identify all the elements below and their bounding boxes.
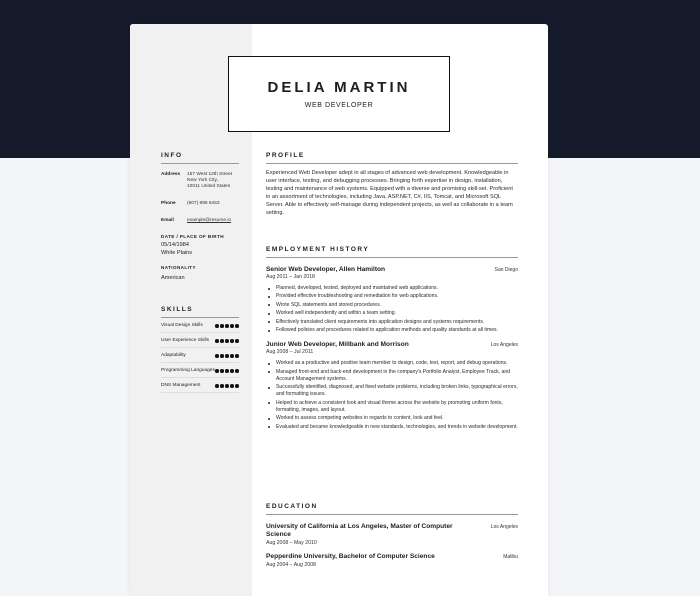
job-bullets bbox=[266, 285, 518, 334]
skill-name: Visual Design Skills bbox=[161, 323, 203, 328]
job-bullet: Wrote SQL statements and stored procedures. bbox=[266, 302, 518, 309]
job-location: San Diego bbox=[494, 267, 518, 273]
address-value bbox=[187, 172, 232, 190]
skill-level-dots bbox=[215, 354, 239, 358]
job-bullet: Planned, developed, tested, deployed and maintained web applications. bbox=[266, 285, 518, 292]
job-bullet: Provided effective troubleshooting and remediation for web applications. bbox=[266, 293, 518, 300]
skill-divider bbox=[161, 392, 239, 393]
job-bullet: Successfully identified, diagnosed, and fixed website problems, including broken links, typographical errors, and formatting issues. bbox=[266, 384, 518, 398]
skills-title: SKILLS bbox=[161, 306, 239, 318]
degree-title: Pepperdine University, Bachelor of Computer Science bbox=[266, 553, 435, 560]
job-dates: Aug 2011 – Jan 2018 bbox=[266, 274, 315, 280]
profile-text: Experienced Web Developer adept in all stages of advanced web development. Knowledgeable in user interface, testing, and debugging processes. Bringing forth expertise in design, installation, testing and maintenance of web systems. Equipped with a diverse and promising skill-set. Proficient in an assortment of technologies, including Java, ASP.NET, C#, IIS, Tomcat, and Microsoft SQL Server. Able to effectively self-manage during independent projects, as well as collaborate in a team setting. bbox=[266, 170, 513, 216]
skill-level-dots bbox=[215, 339, 239, 343]
degree-title: University of California at Los Angeles, Master of Computer Science bbox=[266, 523, 453, 538]
skill-level-dots bbox=[215, 324, 239, 328]
address-line: 157 West 12th Street bbox=[187, 172, 232, 177]
job-bullets bbox=[266, 360, 518, 431]
education-section bbox=[266, 503, 518, 568]
job-title: Senior Web Developer, Allen Hamilton bbox=[266, 266, 386, 273]
candidate-role: WEB DEVELOPER bbox=[304, 102, 374, 109]
skill-level-dots bbox=[215, 384, 239, 388]
skill-level-dots bbox=[215, 369, 239, 373]
profile-title: PROFILE bbox=[266, 152, 518, 164]
job-bullet: Managed front-end and back-end development in the company's Portfolio Analyst, Employee Track, and Account Management systems. bbox=[266, 369, 518, 383]
profile-section bbox=[266, 152, 518, 217]
job-dates: Aug 2008 – Jul 2011 bbox=[266, 349, 314, 356]
email-label: Email bbox=[161, 218, 174, 223]
info-section bbox=[161, 152, 251, 282]
degree-dates: Aug 2004 – Aug 2008 bbox=[266, 562, 316, 568]
skill-row bbox=[161, 368, 239, 374]
dob-label: DATE / PLACE OF BIRTH bbox=[161, 234, 224, 239]
date-of-birth: 05/14/1984 bbox=[161, 242, 189, 248]
degree-location: Los Angeles bbox=[490, 524, 518, 530]
phone-label: Phone bbox=[161, 201, 176, 206]
education-entry bbox=[266, 553, 518, 568]
job-entry bbox=[266, 341, 518, 431]
job-bullet: Followed policies and procedures related to application methods and quality standards at all times. bbox=[266, 327, 518, 334]
skill-name: Adaptability bbox=[161, 353, 186, 358]
skill-row bbox=[161, 338, 239, 344]
info-title: INFO bbox=[161, 152, 239, 164]
education-title: EDUCATION bbox=[266, 503, 518, 515]
skill-name: User Experience Skills bbox=[161, 338, 209, 343]
skill-divider bbox=[161, 332, 239, 333]
skill-name: Programming Languages bbox=[161, 368, 215, 373]
skill-divider bbox=[161, 347, 239, 348]
nationality-value: American bbox=[161, 275, 185, 281]
skill-divider bbox=[161, 362, 239, 363]
degree-location: Malibu bbox=[503, 554, 518, 560]
address-label: Address bbox=[161, 172, 181, 177]
skill-divider bbox=[161, 377, 239, 378]
nationality-label: NATIONALITY bbox=[161, 265, 196, 270]
email-link[interactable]: example@resume.io bbox=[187, 218, 232, 223]
resume-page bbox=[130, 24, 548, 596]
address-row bbox=[161, 172, 251, 190]
skill-name: DNS Management bbox=[161, 383, 201, 388]
job-bullet: Effectively translated client requirements into application designs and systems requirements. bbox=[266, 319, 518, 326]
education-entry bbox=[266, 523, 518, 546]
email-row bbox=[161, 218, 251, 224]
job-bullet: Worked as a productive and positive team member to design, code, test, report, and debug operations. bbox=[266, 360, 518, 367]
skills-section bbox=[161, 306, 251, 393]
address-line: 10011 United States bbox=[187, 184, 231, 189]
phone-row bbox=[161, 201, 251, 207]
employment-title: EMPLOYMENT HISTORY bbox=[266, 246, 518, 258]
skill-row bbox=[161, 353, 239, 359]
place-of-birth: White Plains bbox=[161, 250, 193, 256]
job-bullet: Evaluated and became knowledgeable in new standards, technologies, and trends in website development. bbox=[266, 424, 518, 431]
job-title: Junior Web Developer, Millbank and Morrison bbox=[266, 341, 409, 349]
address-line: New York City, bbox=[187, 178, 218, 183]
skill-row bbox=[161, 383, 239, 389]
candidate-name: DELIA MARTIN bbox=[267, 79, 411, 96]
job-bullet: Worked to assess competing websites in regards to content, look and feel. bbox=[266, 415, 518, 422]
degree-dates: Aug 2008 – May 2010 bbox=[266, 540, 317, 546]
job-bullet: Worked well independently and within a team setting. bbox=[266, 310, 518, 317]
dob-value bbox=[161, 241, 251, 257]
employment-section bbox=[266, 246, 518, 432]
skill-row bbox=[161, 323, 239, 329]
job-location: Los Angeles bbox=[490, 342, 518, 349]
name-box bbox=[228, 56, 450, 132]
job-bullet: Helped to achieve a consistent look and visual theme across the website by promoting uniform fonts, formatting, images, and layout. bbox=[266, 400, 518, 414]
phone-value: (607) 896 6453 bbox=[187, 201, 220, 206]
job-entry bbox=[266, 266, 518, 334]
